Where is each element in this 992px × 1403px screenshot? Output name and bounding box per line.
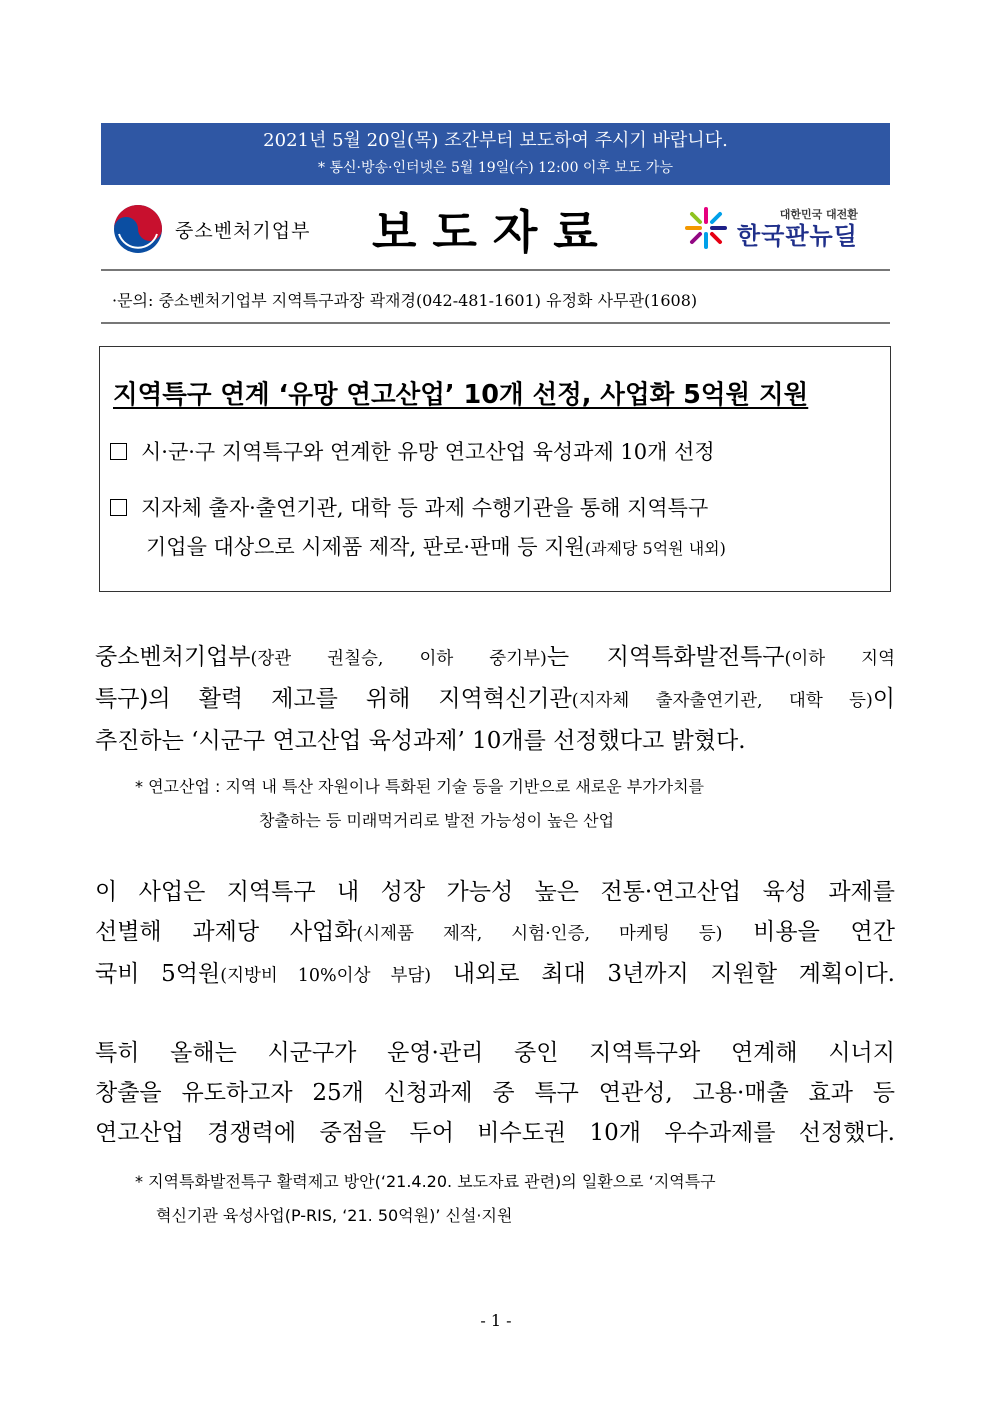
footnote-1: * 연고산업 : 지역 내 특산 자원이나 특화된 기술 등을 기반으로 새로운 부가가치를 창출하는 등 미래먹거리로 발전 가능성이 높은 산업 xyxy=(135,777,705,830)
checkbox-square-icon xyxy=(110,499,127,516)
new-deal-logo xyxy=(683,205,858,251)
divider-bottom xyxy=(101,322,890,324)
footnote-2: * 지역특화발전특구 활력제고 방안(‘21.4.20. 보도자료 관련)의 일환으로 ‘지역특구 혁신기관 육성사업(P-RIS, ‘21. 50억원)’ 신설·지원 xyxy=(135,1172,716,1225)
contact-info: ·문의: 중소벤처기업부 지역특구과장 곽재경(042-481-1601) 유정화 사무관(1608) xyxy=(112,291,698,310)
embargo-line-2: * 통신·방송·인터넷은 5월 19일(수) 12:00 이후 보도 가능 xyxy=(318,160,673,176)
doc-title: 보도자료 xyxy=(372,205,614,259)
new-deal-burst-icon xyxy=(683,205,729,251)
ministry-logo xyxy=(113,204,310,254)
brand-tagline: 대한민국 대전환 xyxy=(779,208,858,221)
embargo-line-1: 2021년 5월 20일(목) 조간부터 보도하여 주시기 바랍니다. xyxy=(263,130,728,151)
summary-box xyxy=(99,346,891,592)
ministry-name: 중소벤처기업부 xyxy=(175,219,311,242)
headline: 지역특구 연계 ‘유망 연고산업’ 10개 선정, 사업화 5억원 지원 xyxy=(113,380,809,410)
divider-top xyxy=(101,269,890,271)
checkbox-square-icon xyxy=(110,443,127,460)
brand-name: 한국판뉴딜 xyxy=(737,222,858,250)
taegeuk-emblem-icon xyxy=(113,204,163,254)
body-paragraph-3: 특히 올해는 시군구가 운영·관리 중인 지역특구와 연계해 시너지 창출을 유도하고자 25개 신청과제 중 특구 연관성, 고용·매출 효과 등 연고산업 경쟁력에 중점을 두어 비수도권 10개 우수과제를 선정했다. xyxy=(95,1040,895,1146)
body-paragraph-2: 이 사업은 지역특구 내 성장 가능성 높은 전통·연고산업 육성 과제를 선별해 과제당 사업화(시제품 제작, 시험·인증, 마케팅 등) 비용을 연간 국비 5억원(지방비 10%이상 부담) 내외로 최대 3년까지 지원할 계획이다. xyxy=(95,879,895,987)
summary-bullet-1: 시·군·구 지역특구와 연계한 유망 연고산업 육성과제 10개 선정 xyxy=(110,433,715,472)
body-paragraph-1: 중소벤처기업부(장관 권칠승, 이하 중기부)는 지역특화발전특구(이하 지역 특구)의 활력 제고를 위해 지역혁신기관(지자체 출자출연기관, 대학 등)이 추진하는 ‘시군구 연고산업 육성과제’ 10개를 선정했다고 밝혔다. xyxy=(95,644,895,754)
summary-bullet-2: 지자체 출자·출연기관, 대학 등 과제 수행기관을 통해 지역특구 기업을 대상으로 시제품 제작, 판로·판매 등 지원(과제당 5억원 내외) xyxy=(110,489,726,568)
page-number: - 1 - xyxy=(480,1311,512,1330)
embargo-banner xyxy=(101,123,890,185)
